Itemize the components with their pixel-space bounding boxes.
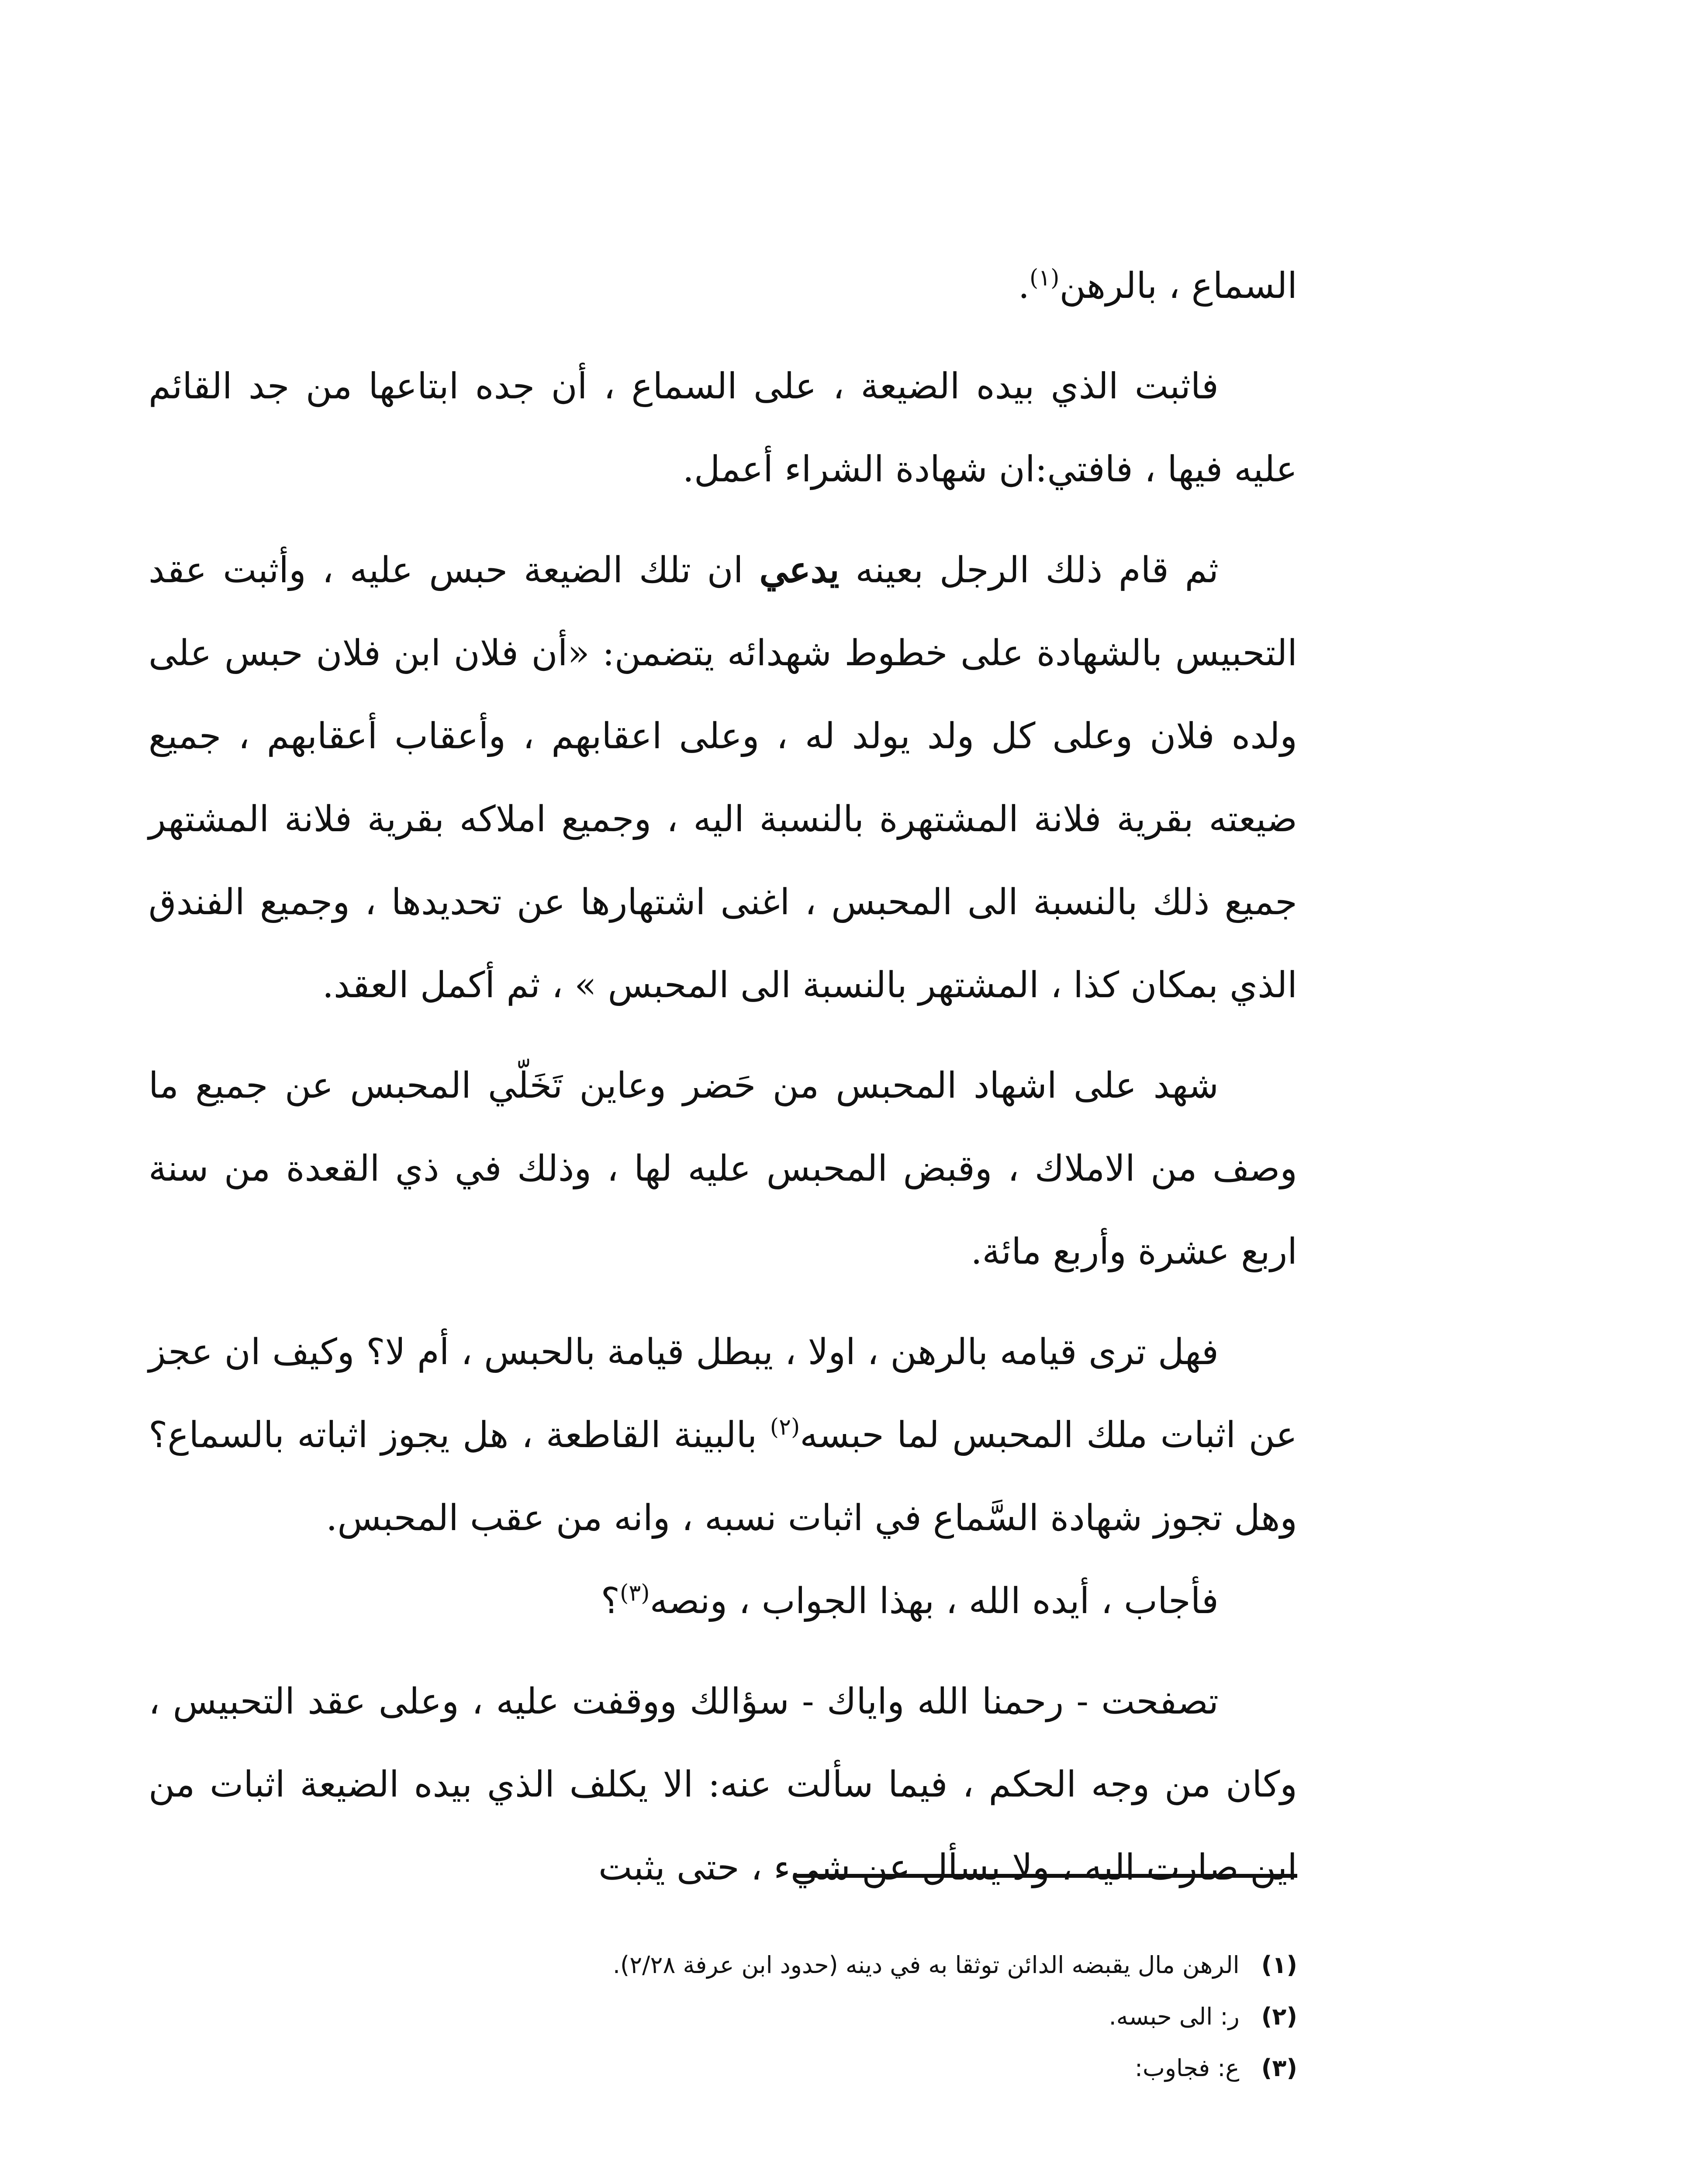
- paragraph-5: [149, 1311, 1297, 1560]
- paragraph-4: شهد على اشهاد المحبس من حَضر وعاين تَخَلّي المحبس عن جميع ما وصف من الاملاك ، وقبض المحبس عليه لها ، وذلك في ذي القعدة من سنة اربع عشرة وأربع مائة.: [149, 1065, 1297, 1272]
- paragraph-3: [149, 529, 1297, 1027]
- footnote-ref-2: (٢): [770, 1414, 800, 1441]
- paragraph-6: [149, 1560, 1297, 1643]
- footnote-1-number: (١): [1261, 1951, 1297, 1979]
- paragraph-5-before: فهل ترى قيامه بالرهن ، اولا ، يبطل قيامة بالحبس ، أم لا؟ وكيف ان عجز عن اثبات ملك المحبس لما حبسه: [149, 1331, 1297, 1456]
- paragraph-3-after: ان تلك الضيعة حبس عليه ، وأثبت عقد التحبيس بالشهادة على خطوط شهدائه يتضمن: «أن فلان ابن فلان حبس على ولده فلان وعلى كل ولد يولد له ، وعلى اعقابهم ، وأعقاب أعقابهم ، جميع ضيعته بقرية فلانة المشتهرة بالنسبة اليه ، وجميع املاكه بقرية فلانة المشتهر جميع ذلك بالنسبة الى المحبس ، اغنى اشتهارها عن تحديدها ، وجميع الفندق الذي بمكان كذا ، المشتهر بالنسبة الى المحبس » ، ثم أكمل العقد.: [149, 549, 1297, 1006]
- footnote-2-text: ر: الى حبسه.: [1109, 2003, 1240, 2030]
- footnote-3-text: ع: فجاوب:: [1134, 2054, 1240, 2082]
- paragraph-1: [149, 245, 1297, 328]
- footnote-3-number: (٣): [1261, 2054, 1297, 2082]
- footnote-3: [149, 2042, 1297, 2094]
- paragraph-1-text: السماع ، بالرهن: [1059, 265, 1297, 307]
- paragraph-3-before: ثم قام ذلك الرجل بعينه: [855, 549, 1219, 591]
- footnote-2: [149, 1991, 1297, 2042]
- footnote-ref-3: (٣): [620, 1580, 650, 1607]
- footnote-1-text: الرهن مال يقبضه الدائن توثقا به في دينه (حدود ابن عرفة ٢/٢٨).: [612, 1951, 1240, 1979]
- footnote-ref-1: (١): [1029, 265, 1060, 291]
- paragraph-6-text: فأجاب ، أيده الله ، بهذا الجواب ، ونصه: [650, 1580, 1219, 1622]
- main-text-body: [149, 245, 1297, 1927]
- footnotes: [149, 1939, 1297, 2094]
- paragraph-6-end: ؟: [601, 1580, 620, 1622]
- paragraph-2: فاثبت الذي بيده الضيعة ، على السماع ، أن جده ابتاعها من جد القائم عليه فيها ، فافتي:ان شهادة الشراء أعمل.: [149, 366, 1297, 490]
- footnote-2-number: (٢): [1261, 2003, 1297, 2030]
- footnote-1: [149, 1939, 1297, 1991]
- paragraph-3-bold-word: يدعي: [759, 549, 840, 591]
- paragraph-1-end: .: [1018, 265, 1030, 307]
- paragraph-7: تصفحت - رحمنا الله واياك - سؤالك ووقفت عليه ، وعلى عقد التحبيس ، وكان من وجه الحكم ، فيما سألت عنه: الا يكلف الذي بيده الضيعة اثبات من اين صارت اليه ، ولا يسأل عن شيء ، حتى يثبت: [149, 1681, 1297, 1888]
- footnote-divider: [795, 1874, 1297, 1878]
- paragraph-5-after: بالبينة القاطعة ، هل يجوز اثباته بالسماع؟ وهل تجوز شهادة السَّماع في اثبات نسبه ، وانه من عقب المحبس.: [149, 1414, 1297, 1539]
